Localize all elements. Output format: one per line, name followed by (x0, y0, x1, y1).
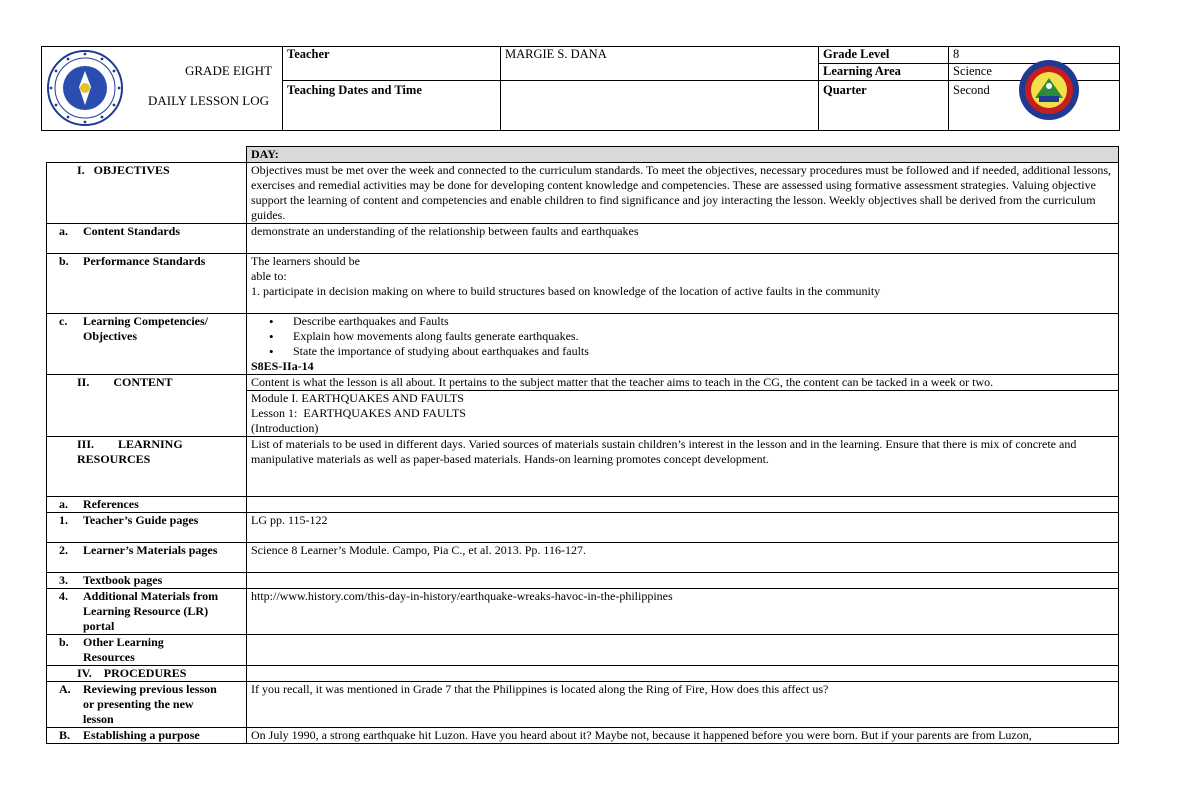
procedures-label: IV. PROCEDURES (47, 666, 247, 682)
quarter-value: Second (949, 81, 1120, 131)
performance-line-1: The learners should be (251, 254, 360, 268)
performance-line-3: 1. participate in decision making on where to build structures based on knowledge of the location of active faults in the community (251, 284, 881, 298)
content-standards-label (47, 224, 247, 254)
row-label-text: Learning Competencies/ Objectives (83, 314, 208, 343)
content-label: II. CONTENT (47, 375, 247, 437)
grade-level-value: 8 (949, 47, 1120, 64)
learning-area-label: Learning Area (819, 64, 949, 81)
textbook-row (47, 573, 1119, 589)
teacher-label: Teacher (283, 47, 501, 81)
content-row (47, 375, 1119, 391)
additional-materials-text: http://www.history.com/this-day-in-history/earthquake-wreaks-havoc-in-the-philippines (247, 589, 1119, 635)
row-label-text: Teacher’s Guide pages (83, 513, 199, 527)
purpose-label (47, 728, 247, 744)
reviewing-label (47, 682, 247, 728)
teacher-value: MARGIE S. DANA (501, 47, 819, 81)
other-resources-row (47, 635, 1119, 666)
row-letter: 3. (59, 573, 68, 587)
row-letter: B. (59, 728, 71, 742)
resources-label (47, 437, 247, 497)
row-letter: c. (59, 314, 68, 328)
row-label-text: Content Standards (83, 224, 181, 238)
row-label-text: Establishing a purpose (83, 728, 200, 742)
header-table (41, 46, 1120, 131)
row-letter: 1. (59, 513, 68, 527)
learners-materials-text: Science 8 Learner’s Module. Campo, Pia C., et al. 2013. Pp. 116-127. (247, 543, 1119, 573)
grade-level-label: Grade Level (819, 47, 949, 64)
dates-label: Teaching Dates and Time (283, 81, 501, 131)
row-letter: A. (59, 682, 71, 696)
row-letter: 2. (59, 543, 68, 557)
procedures-text (247, 666, 1119, 682)
textbook-label (47, 573, 247, 589)
row-label-text: References (83, 497, 139, 511)
competencies-text (247, 314, 1119, 375)
list-item: • Describe earthquakes and Faults (293, 314, 1114, 329)
objectives-label: I. OBJECTIVES (47, 163, 247, 224)
lesson-subtitle: (Introduction) (251, 421, 319, 435)
content-standards-row (47, 224, 1119, 254)
teachers-guide-text: LG pp. 115-122 (247, 513, 1119, 543)
performance-standards-row (47, 254, 1119, 314)
dates-value (501, 81, 819, 131)
learning-area-value (949, 64, 1120, 81)
reviewing-text: If you recall, it was mentioned in Grade 7 that the Philippines is located along the Ring of Fire, How does this affect us? (247, 682, 1119, 728)
learning-area-text: Science (953, 64, 992, 78)
row-letter: a. (59, 224, 68, 238)
references-label (47, 497, 247, 513)
resources-row (47, 437, 1119, 497)
header-logo-cell (42, 47, 283, 131)
objectives-row (47, 163, 1119, 224)
textbook-text (247, 573, 1119, 589)
row-letter: b. (59, 635, 69, 649)
references-text (247, 497, 1119, 513)
content-text: Content is what the lesson is all about. It pertains to the subject matter that the teacher aims to teach in the CG, the content can be tacked in a week or two. (247, 375, 1119, 391)
quarter-label: Quarter (819, 81, 949, 131)
other-resources-label (47, 635, 247, 666)
row-label-text: Textbook pages (83, 573, 163, 587)
school-seal-logo (1017, 58, 1081, 122)
row-label-text: Performance Standards (83, 254, 206, 268)
grade-title: GRADE EIGHT (185, 63, 273, 78)
learners-materials-label (47, 543, 247, 573)
resources-text: List of materials to be used in different days. Varied sources of materials sustain children’s interest in the lesson and in the learning. Ensure that there is mix of concrete and manipulative materials as well as paper-based materials. Hands-on learning promotes concept development. (247, 437, 1119, 497)
row-letter: 4. (59, 589, 68, 603)
deped-seal-logo (46, 49, 124, 127)
day-label: DAY: (247, 147, 1119, 163)
references-row (47, 497, 1119, 513)
row-letter: a. (59, 497, 68, 511)
competencies-label (47, 314, 247, 375)
other-resources-text (247, 635, 1119, 666)
row-label-text: Additional Materials from Learning Resource (LR) portal (83, 589, 219, 633)
module-title: Module I. EARTHQUAKES AND FAULTS (251, 391, 464, 405)
performance-standards-text (247, 254, 1119, 314)
additional-materials-row (47, 589, 1119, 635)
content-module (247, 391, 1119, 437)
reviewing-row (47, 682, 1119, 728)
day-corner-cell (47, 147, 247, 163)
row-label-text: Reviewing previous lesson or presenting the new lesson (83, 682, 217, 726)
competency-code: S8ES-IIa-14 (251, 359, 314, 373)
performance-standards-label (47, 254, 247, 314)
row-letter: b. (59, 254, 69, 268)
teachers-guide-label (47, 513, 247, 543)
content-standards-text: demonstrate an understanding of the relationship between faults and earthquakes (247, 224, 1119, 254)
lesson-log-table (46, 146, 1119, 744)
list-item: • Explain how movements along faults generate earthquakes. (293, 329, 1114, 344)
log-title: DAILY LESSON LOG (148, 93, 269, 108)
row-label-text: Learner’s Materials pages (83, 543, 218, 557)
resources-label-line-1: III. LEARNING (77, 437, 183, 451)
performance-line-2: able to: (251, 269, 287, 283)
competencies-list (251, 314, 1114, 359)
teachers-guide-row (47, 513, 1119, 543)
purpose-row (47, 728, 1119, 744)
learners-materials-row (47, 543, 1119, 573)
list-item: • State the importance of studying about earthquakes and faults (293, 344, 1114, 359)
lesson-title: Lesson 1: EARTHQUAKES AND FAULTS (251, 406, 466, 420)
objectives-text: Objectives must be met over the week and connected to the curriculum standards. To meet the objectives, necessary procedures must be followed and if needed, additional lessons, exercises and remedial activities may be done for developing content knowledge and competencies. These are assessed using formative assessment strategies. Valuing objective support the learning of content and competencies and enable children to find significance and joy interacting the lesson. Weekly objectives shall be derived from the curriculum guides. (247, 163, 1119, 224)
purpose-text: On July 1990, a strong earthquake hit Luzon. Have you heard about it? Maybe not, because it happened before you were born. But if your parents are from Luzon, (247, 728, 1119, 744)
row-label-text: Other Learning Resources (83, 635, 164, 664)
competencies-row (47, 314, 1119, 375)
additional-materials-label (47, 589, 247, 635)
procedures-row (47, 666, 1119, 682)
resources-label-line-2: RESOURCES (77, 452, 151, 466)
